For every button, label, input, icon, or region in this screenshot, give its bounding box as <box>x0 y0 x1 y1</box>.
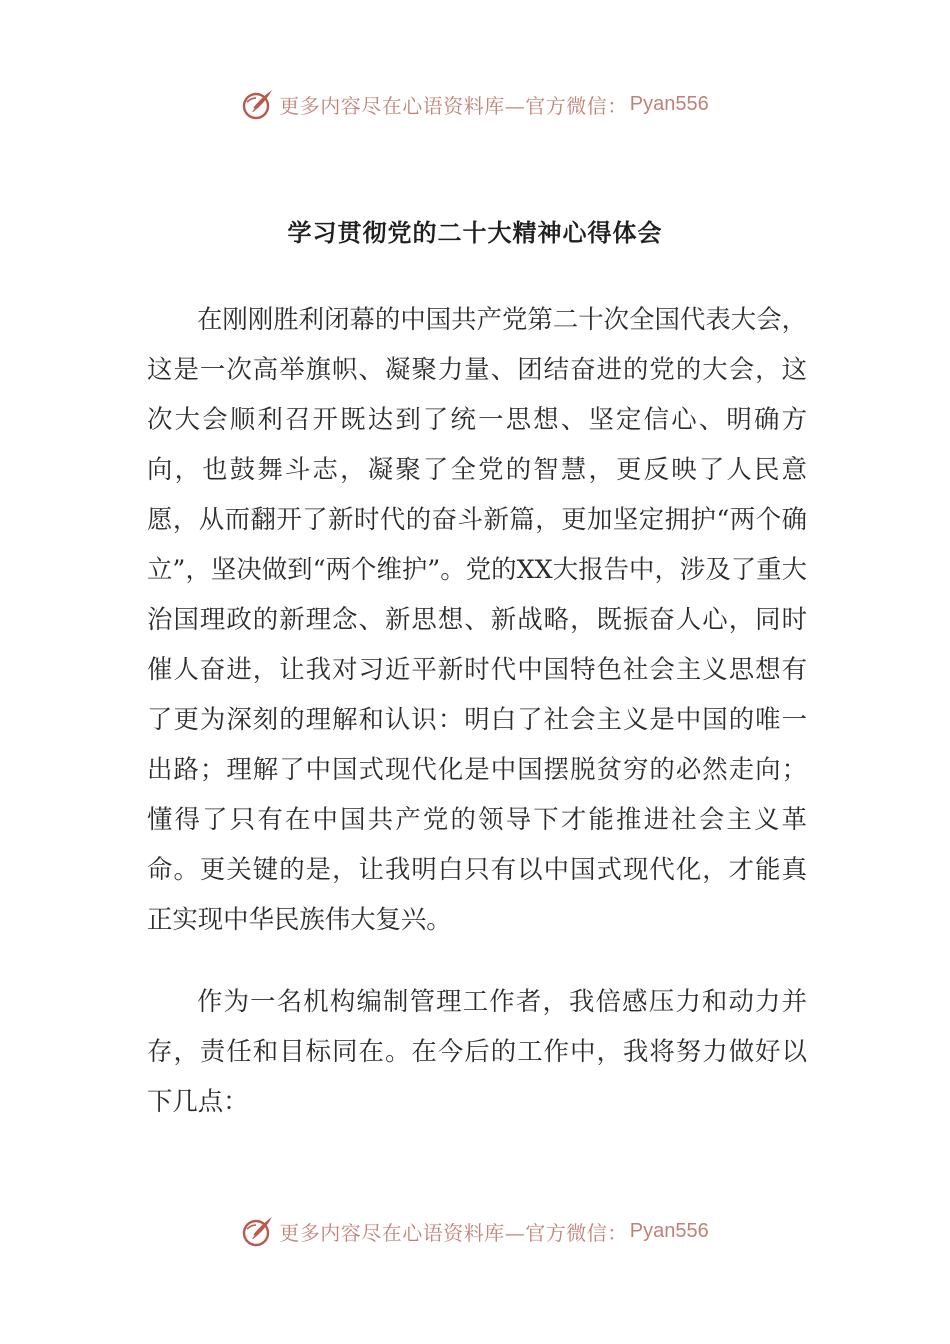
quill-logo-icon <box>241 87 275 121</box>
watermark-text: 更多内容尽在心语资料库—官方微信： <box>279 93 628 118</box>
header-watermark <box>0 84 950 124</box>
body-paragraph-2: 作为一名机构编制管理工作者，我倍感压力和动力并存，责任和目标同在。在今后的工作中，我将努力做好以下几点： <box>147 986 807 1116</box>
footer-watermark <box>0 1211 950 1251</box>
quill-logo-icon <box>241 1214 275 1248</box>
document-title: 学习贯彻党的二十大精神心得体会 <box>287 219 663 247</box>
body-paragraph-1: 在刚刚胜利闭幕的中国共产党第二十次全国代表大会，这是一次高举旗帜、凝聚力量、团结奋进的党的大会，这次大会顺利召开既达到了统一思想、坚定信心、明确方向，也鼓舞斗志，凝聚了全党的智慧，更反映了人民意愿，从而翻开了新时代的奋斗新篇，更加坚定拥护“两个确立”，坚决做到“两个维护”。党的XX大报告中，涉及了重大治国理政的新理念、新思想、新战略，既振奋人心，同时催人奋进，让我对习近平新时代中国特色社会主义思想有了更为深刻的理解和认识：明白了社会主义是中国的唯一出路；理解了中国式现代化是中国摆脱贫穷的必然走向；懂得了只有在中国共产党的领导下才能推进社会主义革命。更关键的是，让我明白只有以中国式现代化，才能真正实现中华民族伟大复兴。 <box>147 304 807 934</box>
watermark-wechat-id: Pyan556 <box>629 1219 709 1242</box>
watermark-text: 更多内容尽在心语资料库—官方微信： <box>279 1220 628 1245</box>
watermark-wechat-id: Pyan556 <box>629 92 709 115</box>
